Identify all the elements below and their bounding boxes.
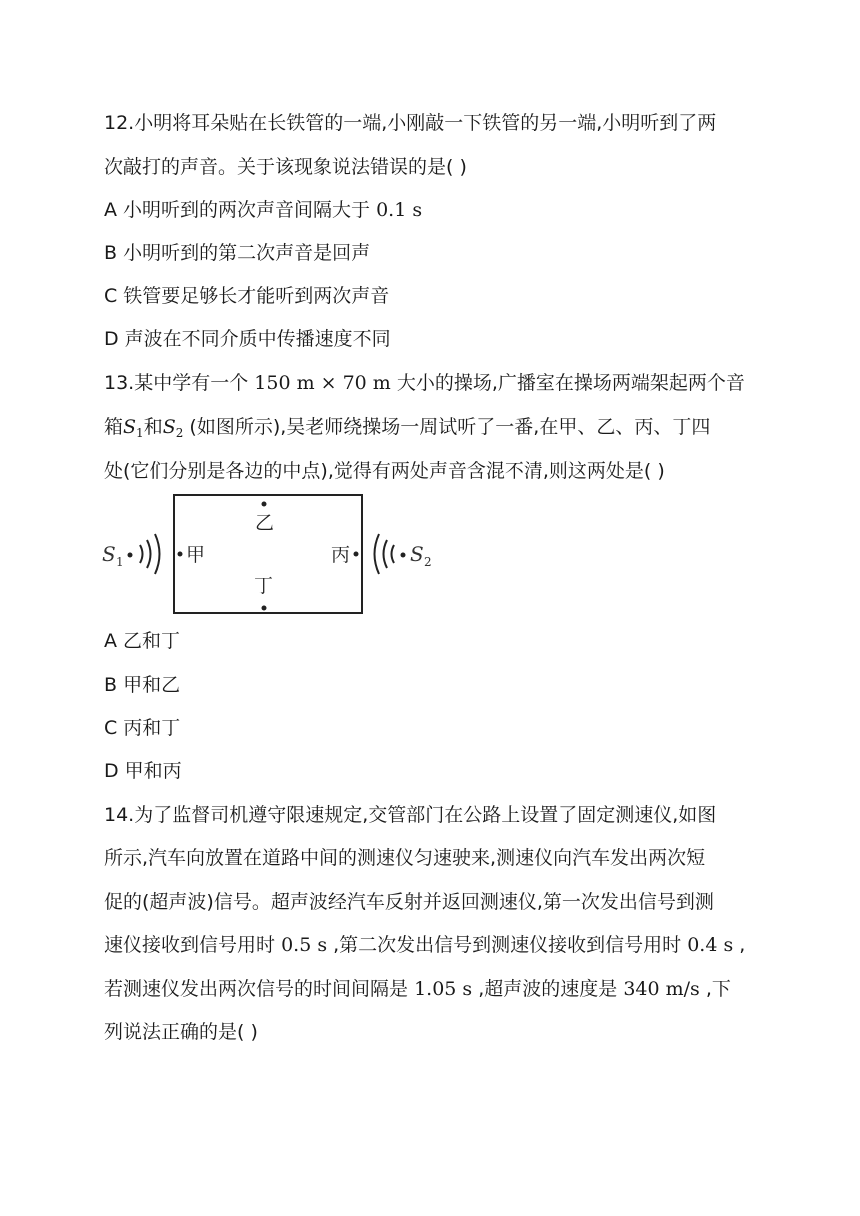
s2-wave-3 — [375, 534, 380, 574]
q13-option-d: D 甲和丙 — [104, 760, 182, 782]
q12-option-b: B 小明听到的第二次声音是回声 — [104, 242, 371, 264]
q13-line2-a: 箱 — [104, 416, 124, 438]
ding-label: 丁 — [254, 575, 274, 597]
q13-option-a: A 乙和丁 — [104, 630, 181, 652]
ding-dot — [262, 606, 267, 611]
q14-time2: 0.4 s — [687, 934, 734, 956]
q13-line2-rest: (如图所示),吴老师绕操场一周试听了一番,在甲、乙、丙、丁四 — [183, 416, 711, 438]
q14-speed: 340 m/s — [623, 978, 700, 1000]
bing-label: 丙 — [331, 544, 351, 566]
jia-label: 甲 — [186, 544, 206, 566]
q13-dimensions: 150 m × 70 m — [254, 372, 391, 394]
q13-s1-sub: 1 — [136, 426, 144, 440]
q12-stem-line2: 次敲打的声音。关于该现象说法错误的是( ) — [104, 156, 467, 178]
q13-option-c: C 丙和丁 — [104, 717, 181, 739]
q14-stem-line6: 列说法正确的是( ) — [104, 1021, 258, 1043]
q12-option-c: C 铁管要足够长才能听到两次声音 — [104, 285, 390, 307]
q14-time1: 0.5 s — [281, 934, 328, 956]
q13-stem-line1 — [104, 370, 745, 396]
s2-wave-2 — [384, 540, 388, 568]
q14-interval: 1.05 s — [414, 978, 473, 1000]
q14-stem-line4 — [104, 932, 745, 958]
s1-sub: 1 — [116, 555, 124, 569]
q13-line2-and: 和 — [143, 416, 163, 438]
q14-line5-b: ,超声波的速度是 — [478, 978, 618, 1000]
bing-dot — [354, 552, 359, 557]
q12-option-a-text: A 小明听到的两次声音间隔大于 — [104, 199, 371, 221]
q12-option-d: D 声波在不同介质中传播速度不同 — [104, 328, 391, 350]
s1-wave-3 — [155, 534, 160, 574]
s1-wave-1 — [140, 545, 143, 563]
s2-wave-1 — [392, 545, 395, 563]
s2-label: S — [410, 542, 424, 566]
q12-option-a-value: 0.1 s — [376, 199, 423, 221]
q13-s1-symbol: S — [123, 416, 137, 438]
q13-option-b: B 甲和乙 — [104, 674, 181, 696]
q14-line4-c: , — [739, 934, 746, 956]
q12-stem-line1: 12.小明将耳朵贴在长铁管的一端,小刚敲一下铁管的另一端,小明听到了两 — [104, 112, 717, 134]
q14-line4-a: 速仪接收到信号用时 — [104, 934, 276, 956]
jia-dot — [178, 552, 183, 557]
s1-wave-2 — [147, 540, 151, 568]
q13-s2-sub: 2 — [175, 426, 184, 440]
q14-line5-c: ,下 — [705, 978, 731, 1000]
q14-stem-line3: 促的(超声波)信号。超声波经汽车反射并返回测速仪,第一次发出信号到测 — [104, 891, 714, 913]
s2-dot — [401, 553, 406, 558]
q14-line5-a: 若测速仪发出两次信号的时间间隔是 — [104, 978, 409, 1000]
q13-stem-line1-prefix: 13.某中学有一个 — [104, 372, 249, 394]
q13-stem-line1-suffix: 大小的操场,广播室在操场两端架起两个音 — [396, 372, 745, 394]
yi-dot — [262, 502, 267, 507]
playground-diagram — [98, 488, 438, 618]
yi-label: 乙 — [255, 512, 275, 534]
q14-stem-line5 — [104, 976, 731, 1002]
q13-stem-line2 — [104, 414, 710, 446]
q13-stem-line3: 处(它们分别是各边的中点),觉得有两处声音含混不清,则这两处是( ) — [104, 460, 665, 482]
s1-label: S — [102, 542, 116, 566]
s2-sub: 2 — [424, 555, 432, 569]
q13-s2-symbol: S — [162, 416, 176, 438]
q14-stem-line2: 所示,汽车向放置在道路中间的测速仪匀速驶来,测速仪向汽车发出两次短 — [104, 847, 706, 869]
q14-line4-b: ,第二次发出信号到测速仪接收到信号用时 — [333, 934, 682, 956]
q14-stem-line1: 14.为了监督司机遵守限速规定,交管部门在公路上设置了固定测速仪,如图 — [104, 804, 717, 826]
s1-dot — [128, 553, 133, 558]
q12-option-a — [104, 197, 422, 223]
